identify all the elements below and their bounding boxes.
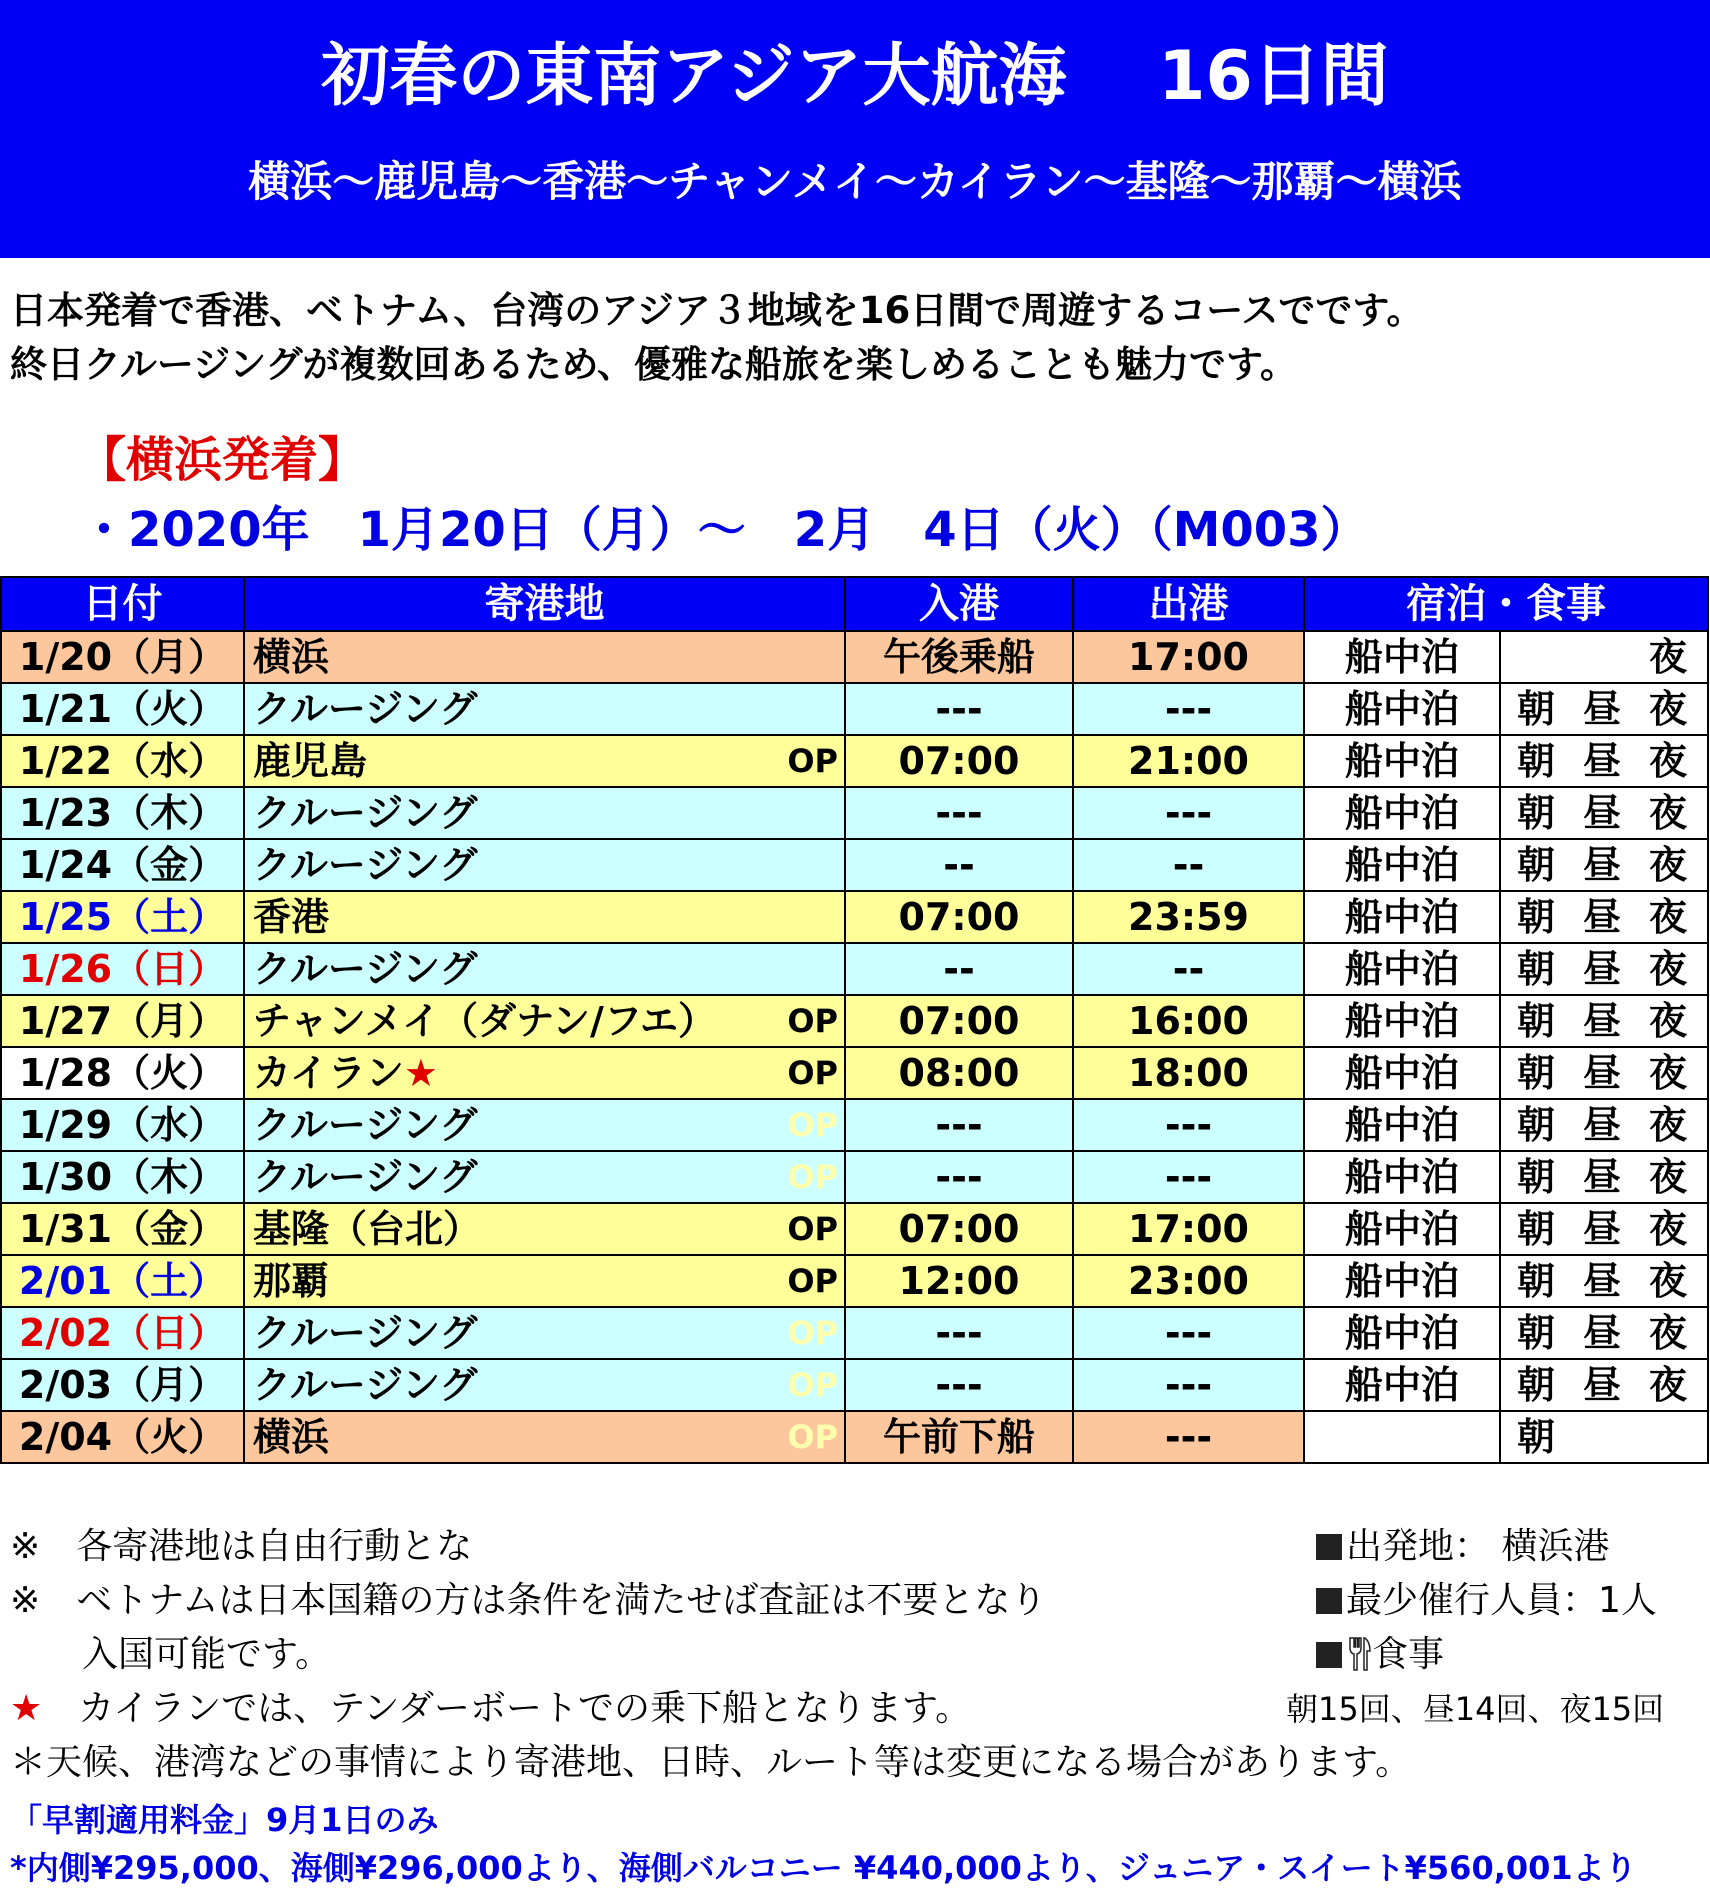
star-icon: ★ xyxy=(10,1688,43,1729)
stay-cell: 船中泊 xyxy=(1304,1099,1500,1151)
port-cell xyxy=(244,735,845,787)
table-row xyxy=(1,1203,1708,1255)
note-3 xyxy=(10,1682,1411,1736)
meals-cell xyxy=(1500,1203,1708,1255)
meals-cell xyxy=(1500,1099,1708,1151)
dinner-mark: 夜 xyxy=(1648,1311,1687,1355)
arrival-cell: 07:00 xyxy=(845,995,1073,1047)
port-cell xyxy=(244,1411,845,1463)
date-cell: 1/21（火） xyxy=(1,683,244,735)
departure-cell: 16:00 xyxy=(1073,995,1304,1047)
port-name: カイラン xyxy=(253,1051,404,1095)
port-cell xyxy=(244,1047,845,1099)
lunch-mark: 昼 xyxy=(1582,1103,1621,1147)
optional-tour-badge: OP xyxy=(787,1366,838,1404)
port-cell xyxy=(244,1255,845,1307)
stay-cell: 船中泊 xyxy=(1304,891,1500,943)
departure-place: 出発地： 横浜港 xyxy=(1316,1520,1664,1574)
star-icon: ★ xyxy=(403,1051,438,1095)
date-cell: 2/03（月） xyxy=(1,1359,244,1411)
stay-cell: 船中泊 xyxy=(1304,1255,1500,1307)
optional-tour-badge: OP xyxy=(787,1158,838,1196)
table-row xyxy=(1,995,1708,1047)
stay-cell: 船中泊 xyxy=(1304,787,1500,839)
square-bullet-icon xyxy=(1316,1642,1342,1668)
arrival-cell: 08:00 xyxy=(845,1047,1073,1099)
port-cell xyxy=(244,1307,845,1359)
lunch-mark: 昼 xyxy=(1582,1155,1621,1199)
dinner-mark: 夜 xyxy=(1648,739,1687,783)
departure-cell: --- xyxy=(1073,1359,1304,1411)
departure-cell: -- xyxy=(1073,943,1304,995)
stay-cell: 船中泊 xyxy=(1304,1307,1500,1359)
minimum-people: 最少催行人員：1人 xyxy=(1316,1574,1664,1628)
header-arrival: 入港 xyxy=(845,577,1073,631)
dinner-mark: 夜 xyxy=(1648,843,1687,887)
date-cell: 2/04（火） xyxy=(1,1411,244,1463)
port-cell xyxy=(244,1203,845,1255)
date-cell: 1/23（木） xyxy=(1,787,244,839)
dinner-mark: 夜 xyxy=(1648,1363,1687,1407)
lunch-mark xyxy=(1577,1412,1627,1462)
optional-tour-badge: OP xyxy=(787,1210,838,1248)
departure-cell: -- xyxy=(1073,839,1304,891)
date-cell: 1/28（火） xyxy=(1,1047,244,1099)
meals-cell xyxy=(1500,683,1708,735)
meals-cell xyxy=(1500,891,1708,943)
meals-cell xyxy=(1500,787,1708,839)
note-4 xyxy=(10,1736,1411,1790)
departure-cell: 23:00 xyxy=(1073,1255,1304,1307)
port-cell xyxy=(244,683,845,735)
breakfast-mark: 朝 xyxy=(1516,1363,1555,1407)
port-name: 横浜 xyxy=(253,1415,330,1459)
stay-cell: 船中泊 xyxy=(1304,1359,1500,1411)
breakfast-mark: 朝 xyxy=(1516,1051,1555,1095)
table-row xyxy=(1,1307,1708,1359)
departure-cell: 17:00 xyxy=(1073,631,1304,683)
port-cell xyxy=(244,1151,845,1203)
table-row xyxy=(1,1359,1708,1411)
port-cell xyxy=(244,1099,845,1151)
stay-cell xyxy=(1304,1411,1500,1463)
departure-cell: --- xyxy=(1073,1099,1304,1151)
note-mark: ※ xyxy=(10,1580,41,1621)
table-row xyxy=(1,683,1708,735)
dinner-mark: 夜 xyxy=(1648,635,1687,679)
port-name: クルージング xyxy=(253,947,478,991)
lunch-mark: 昼 xyxy=(1582,895,1621,939)
departure-cell: --- xyxy=(1073,1151,1304,1203)
departure-cell: 23:59 xyxy=(1073,891,1304,943)
stay-cell: 船中泊 xyxy=(1304,683,1500,735)
dinner-mark: 夜 xyxy=(1648,1259,1687,1303)
tour-title: 初春の東南アジア大航海 16日間 xyxy=(321,37,1389,116)
breakfast-mark: 朝 xyxy=(1516,1259,1555,1303)
lunch-mark: 昼 xyxy=(1582,739,1621,783)
departure-cell: --- xyxy=(1073,683,1304,735)
meals-cell xyxy=(1500,1359,1708,1411)
date-cell: 1/26（日） xyxy=(1,943,244,995)
breakfast-mark: 朝 xyxy=(1516,1311,1555,1355)
arrival-cell: --- xyxy=(845,1307,1073,1359)
port-name: 香港 xyxy=(253,895,330,939)
stay-cell: 船中泊 xyxy=(1304,1151,1500,1203)
dinner-mark xyxy=(1643,1412,1693,1462)
square-bullet-icon xyxy=(1316,1588,1342,1614)
lunch-mark: 昼 xyxy=(1582,843,1621,887)
lunch-mark: 昼 xyxy=(1582,1259,1621,1303)
lunch-mark: 昼 xyxy=(1582,1207,1621,1251)
dinner-mark: 夜 xyxy=(1648,999,1687,1043)
stay-cell: 船中泊 xyxy=(1304,943,1500,995)
dinner-mark: 夜 xyxy=(1648,1103,1687,1147)
departure-cell: 17:00 xyxy=(1073,1203,1304,1255)
breakfast-mark xyxy=(1511,632,1561,682)
date-cell: 1/20（月） xyxy=(1,631,244,683)
departure-dates: ・2020年 1月20日（月）～ 2月 4日（火）（M003） xyxy=(80,502,1369,558)
intro-line-1: 日本発着で香港、ベトナム、台湾のアジア３地域を16日間で周遊するコースでです。 xyxy=(10,289,1424,332)
date-cell: 2/02（日） xyxy=(1,1307,244,1359)
lunch-mark: 昼 xyxy=(1582,791,1621,835)
breakfast-mark: 朝 xyxy=(1516,1415,1555,1459)
note-text: ベトナムは日本国籍の方は条件を満たせば査証は不要となり xyxy=(76,1580,1047,1621)
header-date: 日付 xyxy=(1,577,244,631)
port-name: クルージング xyxy=(253,791,478,835)
dinner-mark: 夜 xyxy=(1648,1155,1687,1199)
optional-tour-badge: OP xyxy=(787,1418,838,1456)
intro-line-2: 終日クルージングが複数回あるため、優雅な船旅を楽しめることも魅力です。 xyxy=(10,343,1298,386)
date-cell: 1/25（土） xyxy=(1,891,244,943)
lunch-mark: 昼 xyxy=(1582,1051,1621,1095)
dinner-mark: 夜 xyxy=(1648,791,1687,835)
note-mark: ※ xyxy=(10,1526,41,1567)
port-name: クルージング xyxy=(253,843,478,887)
itinerary-table xyxy=(0,576,1709,1464)
note-text: 各寄港地は自由行動とな xyxy=(76,1526,473,1567)
note-text: カイランでは、テンダーボートでの乗下船となります。 xyxy=(78,1688,972,1729)
arrival-cell: --- xyxy=(845,1099,1073,1151)
early-discount-title: 「早割適用料金」9月1日のみ xyxy=(10,1801,439,1839)
arrival-cell: 07:00 xyxy=(845,735,1073,787)
port-name: 那覇 xyxy=(253,1259,330,1303)
meals-cell xyxy=(1500,943,1708,995)
table-row xyxy=(1,1411,1708,1463)
lunch-mark: 昼 xyxy=(1582,1363,1621,1407)
optional-tour-badge: OP xyxy=(787,1314,838,1352)
section-title: 【横浜発着】 xyxy=(78,432,367,488)
fork-knife-icon xyxy=(1346,1636,1372,1672)
breakfast-mark: 朝 xyxy=(1516,1155,1555,1199)
table-header-row xyxy=(1,577,1708,631)
table-row xyxy=(1,1151,1708,1203)
title-banner xyxy=(0,0,1710,258)
price-list: *内側¥295,000、海側¥296,000より、海側バルコニー ¥440,000より、ジュニア・スイート¥560,001より xyxy=(10,1849,1637,1887)
square-bullet-icon xyxy=(1316,1534,1342,1560)
date-cell: 1/24（金） xyxy=(1,839,244,891)
breakfast-mark: 朝 xyxy=(1516,1207,1555,1251)
arrival-cell: -- xyxy=(845,943,1073,995)
meals-cell xyxy=(1500,839,1708,891)
breakfast-mark: 朝 xyxy=(1516,895,1555,939)
port-name: クルージング xyxy=(253,1155,478,1199)
table-row xyxy=(1,787,1708,839)
arrival-cell: 07:00 xyxy=(845,1203,1073,1255)
date-cell: 1/29（水） xyxy=(1,1099,244,1151)
departure-cell: --- xyxy=(1073,1307,1304,1359)
arrival-cell: 午前下船 xyxy=(845,1411,1073,1463)
departure-cell: --- xyxy=(1073,1411,1304,1463)
breakfast-mark: 朝 xyxy=(1516,687,1555,731)
stay-cell: 船中泊 xyxy=(1304,631,1500,683)
stay-cell: 船中泊 xyxy=(1304,839,1500,891)
meals-cell xyxy=(1500,1255,1708,1307)
arrival-cell: 12:00 xyxy=(845,1255,1073,1307)
header-departure: 出港 xyxy=(1073,577,1304,631)
meals-cell xyxy=(1500,1151,1708,1203)
optional-tour-badge: OP xyxy=(787,1002,838,1040)
port-name: クルージング xyxy=(253,1363,478,1407)
meals-cell xyxy=(1500,735,1708,787)
dinner-mark: 夜 xyxy=(1648,895,1687,939)
arrival-cell: --- xyxy=(845,1359,1073,1411)
dinner-mark: 夜 xyxy=(1648,1051,1687,1095)
dinner-mark: 夜 xyxy=(1648,1207,1687,1251)
arrival-cell: --- xyxy=(845,1151,1073,1203)
date-cell: 2/01（土） xyxy=(1,1255,244,1307)
breakfast-mark: 朝 xyxy=(1516,843,1555,887)
meals-cell xyxy=(1500,1307,1708,1359)
table-row xyxy=(1,735,1708,787)
port-cell xyxy=(244,995,845,1047)
port-name: 基隆（台北） xyxy=(253,1207,482,1251)
arrival-cell: --- xyxy=(845,683,1073,735)
breakfast-mark: 朝 xyxy=(1516,791,1555,835)
price-info xyxy=(10,1796,1637,1892)
table-row xyxy=(1,891,1708,943)
tour-info xyxy=(1286,1520,1665,1736)
lunch-mark xyxy=(1577,632,1627,682)
breakfast-mark: 朝 xyxy=(1516,947,1555,991)
port-cell xyxy=(244,891,845,943)
meals-info: 食事 xyxy=(1316,1628,1664,1682)
meals-cell xyxy=(1500,995,1708,1047)
table-row xyxy=(1,1099,1708,1151)
optional-tour-badge: OP xyxy=(787,1106,838,1144)
port-cell xyxy=(244,839,845,891)
note-2 xyxy=(10,1574,1411,1628)
dinner-mark: 夜 xyxy=(1648,947,1687,991)
notes xyxy=(10,1520,1411,1790)
date-cell: 1/27（月） xyxy=(1,995,244,1047)
port-name: 横浜 xyxy=(253,635,330,679)
breakfast-mark: 朝 xyxy=(1516,999,1555,1043)
port-cell xyxy=(244,943,845,995)
dinner-mark: 夜 xyxy=(1648,687,1687,731)
lunch-mark: 昼 xyxy=(1582,687,1621,731)
lunch-mark: 昼 xyxy=(1582,1311,1621,1355)
departure-cell: --- xyxy=(1073,787,1304,839)
optional-tour-badge: OP xyxy=(787,1262,838,1300)
port-name: チャンメイ（ダナン/フエ） xyxy=(253,999,717,1043)
port-name: 鹿児島 xyxy=(253,739,368,783)
stay-cell: 船中泊 xyxy=(1304,995,1500,1047)
breakfast-mark: 朝 xyxy=(1516,1103,1555,1147)
header-port: 寄港地 xyxy=(244,577,845,631)
departure-cell: 18:00 xyxy=(1073,1047,1304,1099)
note-text: ＊天候、港湾などの事情により寄港地、日時、ルート等は変更になる場合があります。 xyxy=(10,1742,1412,1783)
port-cell xyxy=(244,631,845,683)
table-row xyxy=(1,631,1708,683)
port-name: クルージング xyxy=(253,1311,478,1355)
stay-cell: 船中泊 xyxy=(1304,735,1500,787)
arrival-cell: -- xyxy=(845,839,1073,891)
table-row xyxy=(1,1255,1708,1307)
note-text: 入国可能です。 xyxy=(82,1634,332,1675)
note-1 xyxy=(10,1520,1411,1574)
meals-cell xyxy=(1500,1411,1708,1463)
table-row xyxy=(1,943,1708,995)
lunch-mark: 昼 xyxy=(1582,999,1621,1043)
optional-tour-badge: OP xyxy=(787,1054,838,1092)
tour-route: 横浜～鹿児島～香港～チャンメイ～カイラン～基隆～那覇～横浜 xyxy=(248,157,1462,206)
meals-cell xyxy=(1500,631,1708,683)
stay-cell: 船中泊 xyxy=(1304,1203,1500,1255)
arrival-cell: 07:00 xyxy=(845,891,1073,943)
table-row xyxy=(1,1047,1708,1099)
date-cell: 1/31（金） xyxy=(1,1203,244,1255)
date-cell: 1/22（水） xyxy=(1,735,244,787)
meals-cell xyxy=(1500,1047,1708,1099)
arrival-cell: --- xyxy=(845,787,1073,839)
header-stay-meals: 宿泊・食事 xyxy=(1304,577,1708,631)
arrival-cell: 午後乗船 xyxy=(845,631,1073,683)
table-row xyxy=(1,839,1708,891)
optional-tour-badge: OP xyxy=(787,742,838,780)
port-cell xyxy=(244,1359,845,1411)
departure-cell: 21:00 xyxy=(1073,735,1304,787)
port-name: クルージング xyxy=(253,1103,478,1147)
intro-text xyxy=(10,284,1423,392)
stay-cell: 船中泊 xyxy=(1304,1047,1500,1099)
note-2b xyxy=(10,1628,1411,1682)
port-cell xyxy=(244,787,845,839)
date-cell: 1/30（木） xyxy=(1,1151,244,1203)
meals-count: 朝15回、昼14回、夜15回 xyxy=(1286,1690,1665,1728)
breakfast-mark: 朝 xyxy=(1516,739,1555,783)
lunch-mark: 昼 xyxy=(1582,947,1621,991)
port-name: クルージング xyxy=(253,687,478,731)
